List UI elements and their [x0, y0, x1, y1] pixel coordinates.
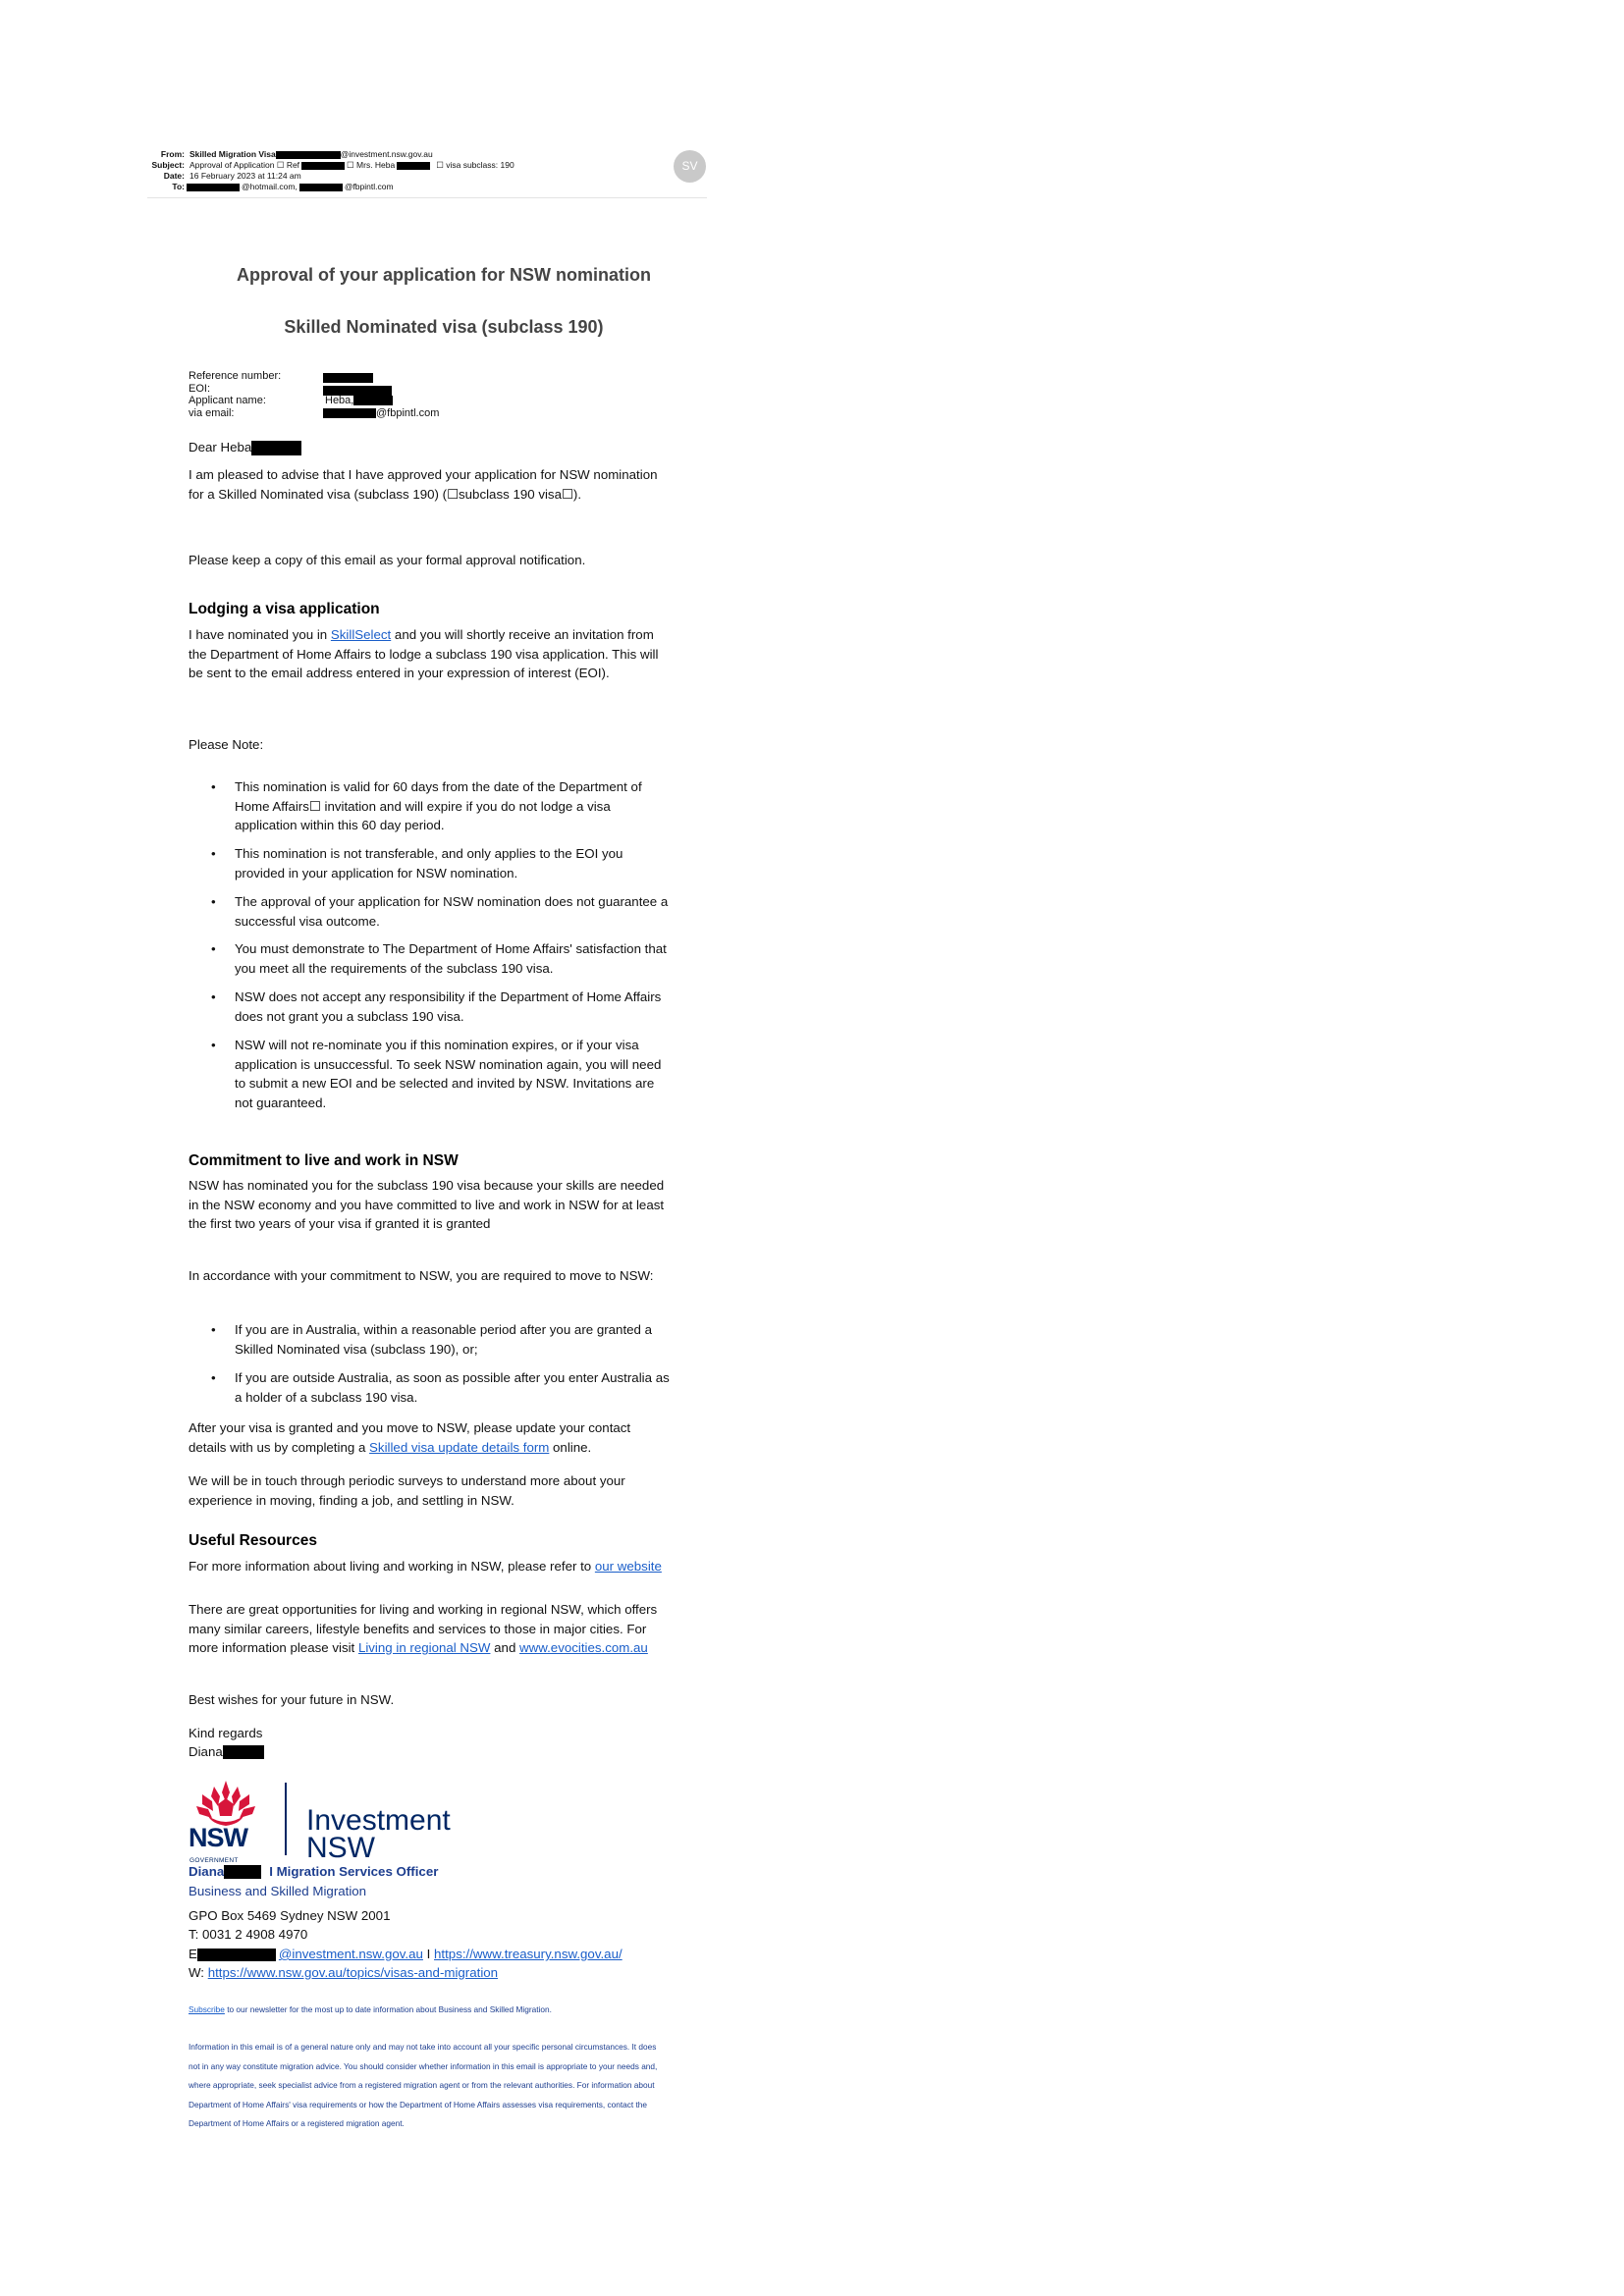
greeting: Dear Heba: [189, 438, 670, 457]
list-item: • If you are outside Australia, as soon as possible after you enter Australia as a holder of a subclass 190 visa.: [211, 1370, 670, 1405]
newsletter-line: Subscribe to our newsletter for the most up to date information about Business and Skilled Migration.: [189, 2004, 552, 2014]
redaction: [223, 1745, 264, 1759]
redaction: [251, 441, 301, 455]
regional-nsw-link[interactable]: Living in regional NSW: [357, 1640, 491, 1655]
sender-avatar: SV: [674, 150, 706, 183]
date-row: [147, 171, 707, 182]
from-domain[interactable]: @investment.nsw.gov.au: [340, 149, 433, 159]
list-item: • This nomination is valid for 60 days from the date of the Department of Home Affairs☐ invitation and will expire if you do not lodge a visa application within this 60 day period.: [211, 779, 642, 832]
signature-department: Business and Skilled Migration: [189, 1884, 367, 1898]
redaction: [323, 373, 373, 383]
signature-name-title: Diana I Migration Services Officer: [189, 1864, 439, 1879]
commitment-heading: Commitment to live and work in NSW: [189, 1152, 459, 1169]
ref-label: Reference number:: [189, 370, 282, 382]
intro-paragraph: I am pleased to advise that I have approved your application for NSW nomination for a Skilled Nominated visa (subclass 190) (☐subclass 190 visa☐).: [189, 467, 658, 502]
website-link[interactable]: our website: [594, 1559, 662, 1574]
list-item: • The approval of your application for NSW nomination does not guarantee a successful visa outcome.: [211, 894, 669, 929]
to-address-a[interactable]: @hotmail.com,: [242, 182, 298, 191]
applicant-label: Applicant name:: [189, 395, 266, 406]
list-item: • NSW does not accept any responsibility if the Department of Home Affairs does not grant you a subclass 190 visa.: [211, 989, 662, 1024]
redaction: [197, 1949, 276, 1961]
subject-label: Subject:: [151, 160, 185, 170]
eoi-label: EOI:: [189, 382, 211, 395]
redaction: [299, 184, 343, 191]
resources-paragraph-2: There are great opportunities for living and working in regional NSW, which offers many similar careers, lifestyle benefits and services to those in major cities. For more information please visit Living in regional NSW and www.evocities.com.au: [189, 1602, 658, 1655]
date-label: Date:: [163, 171, 185, 181]
date-value: 16 February 2023 at 11:24 am: [189, 171, 301, 181]
nsw-wordmark: NSW: [189, 1823, 247, 1852]
from-row: [147, 149, 707, 160]
page-title: Approval of your application for NSW nomination: [237, 265, 651, 285]
signature-email-row: E @investment.nsw.gov.au I https://www.treasury.nsw.gov.au/: [189, 1947, 623, 1961]
subject-part-c: ☐ visa subclass: 190: [436, 160, 514, 170]
commitment-paragraph: NSW has nominated you for the subclass 190 visa because your skills are needed in the NSW economy and you have committed to live and work in NSW for at least the first two years of your visa if granted it is granted: [189, 1178, 665, 1231]
from-label: From:: [160, 149, 185, 159]
evocities-link[interactable]: www.evocities.com.au: [519, 1640, 648, 1655]
logo-divider: [285, 1783, 287, 1855]
lodging-heading: Lodging a visa application: [189, 601, 380, 617]
redaction: [187, 184, 240, 191]
email-value: @fbpintl.com: [376, 406, 440, 419]
signature-email-link[interactable]: @investment.nsw.gov.au: [278, 1947, 423, 1961]
to-address-b[interactable]: @fbpintl.com: [344, 182, 394, 191]
nsw-wordmark-2: NSW: [306, 1832, 375, 1864]
email-label: via email:: [189, 406, 235, 419]
move-requirement-paragraph: In accordance with your commitment to NSW, you are required to move to NSW:: [189, 1268, 654, 1283]
disclaimer: Information in this email is of a general nature only and may not take into account all your specific personal circumstances. It does not in any way constitute migration advice. You should consider whether information in this email is appropriate to your needs and, where appropriate, seek specialist advice from a registered migration agent or from the relevant authorities. For information about Department of Home Affairs' visa requirements or how the Department of Home Affairs assesses visa requirements, contact the Department of Home Affairs or a registered migration agent.: [189, 2042, 658, 2128]
subject-part-a: Approval of Application ☐ Ref: [189, 160, 300, 170]
list-item: • NSW will not re-nominate you if this nomination expires, or if your visa application is unsuccessful. To seek NSW nomination again, you will need to submit a new EOI and be selected and invited by NSW. Invitations are not guaranteed.: [211, 1038, 662, 1110]
list-item: • You must demonstrate to The Department of Home Affairs' satisfaction that you meet all the requirements of the subclass 190 visa.: [211, 941, 667, 976]
keep-copy-paragraph: Please keep a copy of this email as your formal approval notification.: [189, 553, 586, 567]
list-item: • This nomination is not transferable, and only applies to the EOI you provided in your application for NSW nomination.: [211, 846, 623, 881]
to-row: [147, 182, 707, 192]
subject-part-b: ☐ Mrs. Heba: [347, 160, 396, 170]
from-name: Skilled Migration Visa: [189, 149, 276, 159]
best-wishes: Best wishes for your future in NSW.: [189, 1692, 395, 1707]
subject-row: [147, 160, 707, 171]
list-item: • If you are in Australia, within a reasonable period after you are granted a Skilled Nominated visa (subclass 190), or;: [211, 1322, 653, 1357]
signature-address: GPO Box 5469 Sydney NSW 2001: [189, 1908, 391, 1923]
treasury-link[interactable]: https://www.treasury.nsw.gov.au/: [434, 1947, 623, 1961]
to-label: To:: [172, 182, 185, 191]
update-details-paragraph: After your visa is granted and you move to NSW, please update your contact details with us by completing a Skilled visa update details form online.: [189, 1420, 631, 1455]
redaction: [353, 396, 393, 405]
lodging-paragraph: I have nominated you in SkillSelect and you will shortly receive an invitation from the Department of Home Affairs to lodge a subclass 190 visa application. This will be sent to the email address entered in your expression of interest (EOI).: [189, 627, 659, 680]
signature-web-row: W: https://www.nsw.gov.au/topics/visas-and-migration: [189, 1965, 499, 1980]
redaction: [301, 162, 345, 170]
header-divider: [147, 197, 707, 198]
signer-name: Diana: [189, 1742, 670, 1762]
update-form-link[interactable]: Skilled visa update details form: [369, 1439, 550, 1455]
investment-wordmark: Investment: [306, 1804, 451, 1837]
surveys-paragraph: We will be in touch through periodic surveys to understand more about your experience in moving, finding a job, and settling in NSW.: [189, 1473, 625, 1508]
government-label: GOVERNMENT: [189, 1857, 239, 1864]
subscribe-link[interactable]: Subscribe: [189, 2004, 225, 2014]
redaction: [397, 162, 430, 170]
redaction: [323, 408, 376, 418]
signature-phone: T: 0031 2 4908 4970: [189, 1927, 308, 1942]
resources-paragraph-1: For more information about living and working in NSW, please refer to our website: [189, 1559, 662, 1574]
redaction: [276, 151, 341, 159]
please-note-label: Please Note:: [189, 737, 264, 752]
skillselect-link[interactable]: SkillSelect: [330, 627, 392, 642]
redaction: [224, 1865, 261, 1879]
resources-heading: Useful Resources: [189, 1532, 317, 1549]
kind-regards: Kind regards: [189, 1726, 263, 1740]
investment-nsw-logo: [189, 1777, 483, 1864]
page-subtitle: Skilled Nominated visa (subclass 190): [284, 317, 604, 337]
nsw-visas-link[interactable]: https://www.nsw.gov.au/topics/visas-and-migration: [207, 1965, 499, 1980]
applicant-value: Heba,: [325, 395, 354, 406]
